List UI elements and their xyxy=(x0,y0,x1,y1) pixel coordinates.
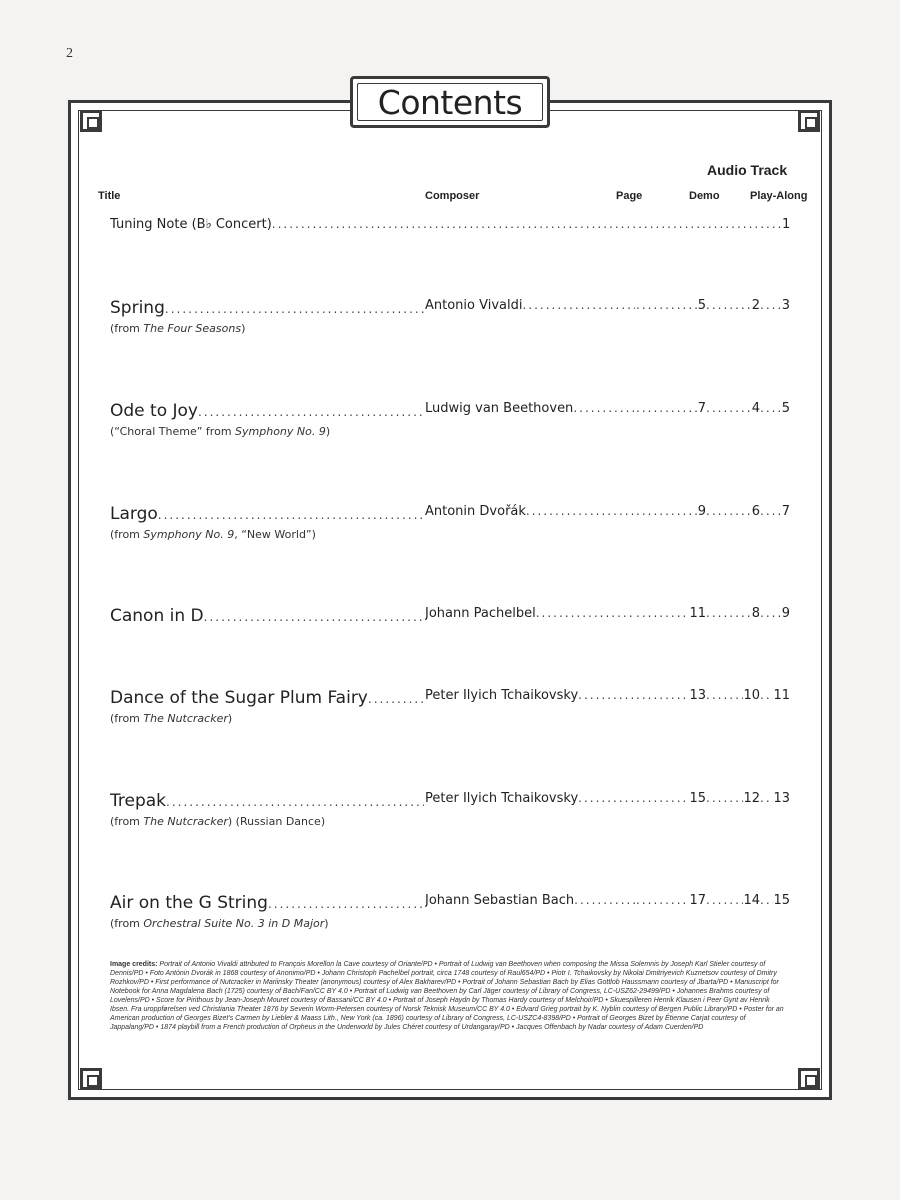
toc-entry-line xyxy=(110,504,790,526)
dot-leader xyxy=(158,508,424,522)
composer-cell xyxy=(425,401,635,423)
subtitle-text: ) xyxy=(325,425,331,438)
title-cell xyxy=(110,791,424,813)
subtitle-text: ) xyxy=(241,322,246,335)
toc-entry xyxy=(110,893,790,930)
dot-leader xyxy=(636,893,689,907)
dot-leader xyxy=(166,795,424,809)
dot-leader xyxy=(636,606,689,620)
composer-name: Antonio Vivaldi xyxy=(425,298,523,313)
dot-leader xyxy=(636,688,689,702)
play-along-track: 3 xyxy=(781,298,790,313)
composer-name: Johann Sebastian Bach xyxy=(425,893,575,908)
subtitle-text: (“Choral Theme” from xyxy=(110,425,236,438)
play-along-cell xyxy=(760,606,790,628)
song-title: Canon in D xyxy=(110,606,204,626)
dot-leader xyxy=(522,298,635,312)
dot-leader xyxy=(368,692,424,706)
composer-cell xyxy=(425,791,635,813)
image-credits-text: Portrait of Antonio Vivaldi attributed to François Morellon la Cave courtesy of Oriante/PD • Portrait of Ludwig van Beethoven when composing the Missa Solemnis by Joseph Karl Stieler courtesy of Dennis/PD • Foto Antónin Dvorák in 1868 courtesy of Anonimo/PD • Johann Christoph Pachelbel portrait, circa 1748 courtesy of Raul654/PD • Piotr I. Tchaikovsky by Nikolai Dmitriyevich Kuznetsov courtesy of Dmitry Rozhkov/PD • First performance of Nutcracker in Mariinsky Theater (anonymous) courtesy of Alex Bakharev/PD • Portrait of Johann Sebastian Bach by Elias Gottlob Haussmann courtesy of Jbarta/PD • Manuscript for Notebook for Anna Magdalena Bach (1725) courtesy of Bach/Fan/CC BY 4.0 • Portrait of Ludwig van Beethoven by Carl Jäger courtesy of Library of Congress, LC-USZ62-29499/PD • Johannes Brahms courtesy of Lovelens/PD • Score for Pirithous by Jean-Joseph Mouret courtesy of Bassani/CC BY 4.0 • Portrait of Joseph Haydn by Thomas Hardy courtesy of Melchoir/PD • Skuespilleren Henrik Klausen i Peer Gynt av Henrik Ibsen. Fra uroppførelsen ved Christiania Theater 1876 by Severin Worm-Petersen courtesy of Norsk Teknisk Museum/CC BY 4.0 • Edvard Grieg portrait by K. Nyblin courtesy of Bergen Public Library/PD • Poster for an American production of Georges Bizet’s Carmen by Liebler & Maass Lith., New York (ca. 1896) courtesy of Library of Congress, LC-USZC4-8398/PD • Portrait of Georges Bizet by Étienne Carjat courtesy of Jappalang/PD • 1874 playbill from a French production of Orpheus in the Underworld by Jules Chéret courtesy of Urdangaray/PD • Jacques Offenbach by Nadar courtesy of Adam Cuerden/PD xyxy=(110,961,784,1031)
title-cell xyxy=(110,504,424,526)
toc-entry xyxy=(110,606,790,628)
play-along-cell xyxy=(760,791,790,813)
dot-leader xyxy=(268,897,424,911)
dot-leader xyxy=(760,504,782,518)
demo-cell xyxy=(706,606,760,628)
page-cell xyxy=(636,298,706,320)
corner-ornament-bottom-left xyxy=(80,1068,102,1090)
title-cell xyxy=(110,606,424,628)
title-cell xyxy=(110,893,424,915)
song-subtitle xyxy=(110,917,790,930)
contents-heading xyxy=(350,76,550,128)
tuning-note-label: Tuning Note (B♭ Concert) xyxy=(110,217,272,232)
page-cell xyxy=(636,401,706,423)
dot-leader xyxy=(573,401,635,415)
play-along-cell xyxy=(760,298,790,320)
song-title: Air on the G String xyxy=(110,893,268,913)
dot-leader xyxy=(760,401,782,415)
subtitle-text: (from xyxy=(110,528,144,541)
image-credits xyxy=(110,960,790,1032)
tuning-note-leader xyxy=(110,217,782,239)
play-along-track: 15 xyxy=(773,893,790,908)
toc-entry-line xyxy=(110,606,790,628)
page-number-value: 13 xyxy=(689,688,706,703)
composer-cell xyxy=(425,688,635,710)
demo-track: 12 xyxy=(743,791,760,806)
page-frame-inner xyxy=(78,110,822,1090)
dot-leader xyxy=(536,606,635,620)
page-number-value: 17 xyxy=(689,893,706,908)
dot-leader xyxy=(706,606,752,620)
play-along-cell xyxy=(760,688,790,710)
audio-track-header: Audio Track xyxy=(707,162,788,178)
composer-cell xyxy=(425,504,635,526)
play-along-cell xyxy=(760,401,790,423)
dot-leader xyxy=(636,298,698,312)
corner-ornament-top-left xyxy=(80,110,102,132)
subtitle-work: Orchestral Suite No. 3 in D Major xyxy=(143,917,325,930)
demo-track: 14 xyxy=(743,893,760,908)
dot-leader xyxy=(574,893,635,907)
composer-cell xyxy=(425,893,635,915)
dot-leader xyxy=(706,791,743,805)
page-column-header: Page xyxy=(616,190,643,202)
toc-entry-line xyxy=(110,688,790,710)
contents-heading-text: Contents xyxy=(377,82,523,122)
subtitle-work: Symphony No. 9 xyxy=(143,528,235,541)
subtitle-text: (from xyxy=(110,815,144,828)
dot-leader xyxy=(706,504,752,518)
subtitle-text: (from xyxy=(110,917,144,930)
composer-name: Peter Ilyich Tchaikovsky xyxy=(425,791,579,806)
page-number-value: 7 xyxy=(697,401,706,416)
dot-leader xyxy=(760,893,773,907)
dot-leader xyxy=(760,298,782,312)
demo-cell xyxy=(706,791,760,813)
song-title: Trepak xyxy=(110,791,167,811)
toc-entry xyxy=(110,791,790,828)
image-credits-label: Image credits: xyxy=(110,961,158,968)
page-cell xyxy=(636,893,706,915)
play-along-track: 11 xyxy=(773,688,790,703)
page-cell xyxy=(636,504,706,526)
toc-entry xyxy=(110,688,790,725)
title-cell xyxy=(110,401,424,423)
dot-leader xyxy=(198,405,424,419)
corner-ornament-bottom-right xyxy=(798,1068,820,1090)
subtitle-text: (from xyxy=(110,322,144,335)
dot-leader xyxy=(760,688,773,702)
subtitle-text: ) xyxy=(324,917,329,930)
subtitle-work: The Four Seasons xyxy=(143,322,242,335)
composer-name: Antonin Dvořák xyxy=(425,504,526,519)
toc-entry-line xyxy=(110,893,790,915)
play-along-track: 5 xyxy=(781,401,790,416)
play-along-track: 7 xyxy=(781,504,790,519)
page-number-value: 5 xyxy=(697,298,706,313)
page-number-value: 9 xyxy=(697,504,706,519)
play-along-track: 9 xyxy=(781,606,790,621)
title-cell xyxy=(110,298,424,320)
composer-name: Peter Ilyich Tchaikovsky xyxy=(425,688,579,703)
song-subtitle xyxy=(110,322,790,335)
dot-leader xyxy=(706,401,752,415)
demo-track: 10 xyxy=(743,688,760,703)
subtitle-text: ) xyxy=(227,712,233,725)
subtitle-work: The Nutcracker xyxy=(143,815,228,828)
tuning-note-entry xyxy=(110,217,790,239)
dot-leader xyxy=(636,504,698,518)
demo-track: 8 xyxy=(751,606,760,621)
subtitle-work: Symphony No. 9 xyxy=(235,425,326,438)
demo-cell xyxy=(706,688,760,710)
demo-track: 6 xyxy=(751,504,760,519)
dot-leader xyxy=(165,302,424,316)
composer-name: Johann Pachelbel xyxy=(425,606,536,621)
corner-ornament-top-right xyxy=(798,110,820,132)
dot-leader xyxy=(272,217,782,231)
composer-name: Ludwig van Beethoven xyxy=(425,401,574,416)
composer-cell xyxy=(425,298,635,320)
composer-column-header: Composer xyxy=(425,190,480,202)
demo-column-header: Demo xyxy=(689,190,720,202)
page-number: 2 xyxy=(66,46,73,61)
song-subtitle xyxy=(110,815,790,828)
dot-leader xyxy=(578,688,635,702)
tuning-note-track: 1 xyxy=(782,217,790,232)
song-title: Ode to Joy xyxy=(110,401,198,421)
play-along-cell xyxy=(760,893,790,915)
composer-cell xyxy=(425,606,635,628)
dot-leader xyxy=(706,298,752,312)
song-subtitle xyxy=(110,712,790,725)
toc-entry xyxy=(110,401,790,438)
subtitle-text: (from xyxy=(110,712,144,725)
play-along-column-header: Play-Along xyxy=(750,190,808,202)
song-subtitle xyxy=(110,528,790,541)
dot-leader xyxy=(760,791,773,805)
demo-track: 2 xyxy=(751,298,760,313)
song-title: Spring xyxy=(110,298,165,318)
subtitle-work: The Nutcracker xyxy=(143,712,228,725)
demo-cell xyxy=(706,504,760,526)
play-along-cell xyxy=(760,504,790,526)
toc-entry-line xyxy=(110,401,790,423)
dot-leader xyxy=(636,401,698,415)
page-cell xyxy=(636,791,706,813)
title-cell xyxy=(110,688,424,710)
toc-entry-line xyxy=(110,298,790,320)
dot-leader xyxy=(706,688,743,702)
toc-entry xyxy=(110,298,790,335)
song-title: Dance of the Sugar Plum Fairy xyxy=(110,688,368,708)
dot-leader xyxy=(760,606,782,620)
dot-leader xyxy=(204,610,424,624)
song-title: Largo xyxy=(110,504,158,524)
page-cell xyxy=(636,606,706,628)
tuning-note-track-cell xyxy=(782,217,790,239)
toc-entry-line xyxy=(110,791,790,813)
page-number-value: 11 xyxy=(689,606,706,621)
demo-cell xyxy=(706,893,760,915)
dot-leader xyxy=(706,893,743,907)
page-cell xyxy=(636,688,706,710)
play-along-track: 13 xyxy=(773,791,790,806)
tuning-note-line xyxy=(110,217,790,239)
demo-track: 4 xyxy=(751,401,760,416)
title-column-header: Title xyxy=(98,190,121,202)
toc-entry xyxy=(110,504,790,541)
dot-leader xyxy=(526,504,635,518)
dot-leader xyxy=(578,791,635,805)
subtitle-text: ) (Russian Dance) xyxy=(227,815,326,828)
dot-leader xyxy=(636,791,689,805)
page-number-value: 15 xyxy=(689,791,706,806)
demo-cell xyxy=(706,401,760,423)
subtitle-text: , “New World”) xyxy=(234,528,316,541)
song-subtitle xyxy=(110,425,790,438)
demo-cell xyxy=(706,298,760,320)
